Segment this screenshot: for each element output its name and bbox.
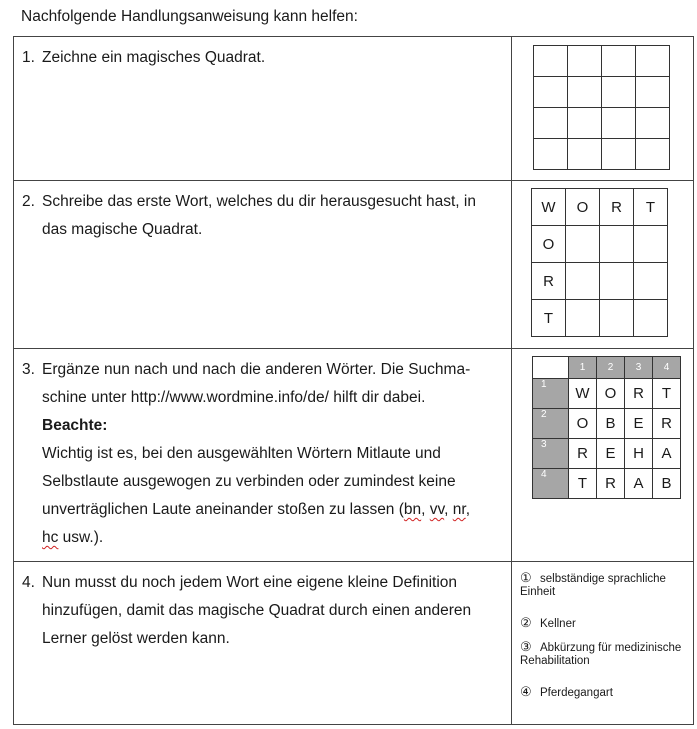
definition-marker: ① xyxy=(520,570,532,585)
step-text-line: Schreibe das erste Wort, welches du dir herausgesucht hast, in xyxy=(42,193,476,210)
grid-cell xyxy=(600,300,634,337)
grid-cell xyxy=(566,300,600,337)
grid-cell: O xyxy=(566,189,600,226)
step-number: 1. xyxy=(22,49,35,66)
grid-cell: B xyxy=(653,469,681,499)
note-text-line: hc usw.). xyxy=(42,529,104,546)
definition-text: selbständige sprachliche Einheit xyxy=(520,573,666,598)
grid-cell: A xyxy=(625,469,653,499)
definition-text: Abkürzung für medizinische Rehabilitation xyxy=(520,642,682,667)
column-header: 2 xyxy=(597,357,625,379)
note-heading: Beachte: xyxy=(42,417,108,434)
grid-cell xyxy=(634,300,668,337)
row-header: 2 xyxy=(533,409,569,439)
step-row-1 xyxy=(14,37,694,181)
step-text-line: das magische Quadrat. xyxy=(42,221,203,238)
note-text-line: Selbstlaute ausgewogen zu verbinden oder zumindest keine xyxy=(42,473,456,490)
column-header: 3 xyxy=(625,357,653,379)
step-number: 3. xyxy=(22,361,35,378)
grid-cell: O xyxy=(597,379,625,409)
step-1 xyxy=(14,37,511,72)
step-text-line: Ergänze nun nach und nach die anderen Wörter. Die Suchma- xyxy=(42,361,471,378)
instruction-table xyxy=(13,36,694,725)
grid-cell: O xyxy=(569,409,597,439)
step-4 xyxy=(14,562,511,653)
note-text-line: unverträglichen Laute aneinander stoßen zu lassen (bn, vv, nr, xyxy=(42,501,471,518)
step-number: 2. xyxy=(22,193,35,210)
step-2 xyxy=(14,181,511,244)
grid-cell: B xyxy=(597,409,625,439)
definition-item xyxy=(520,685,687,700)
grid-cell: T xyxy=(532,300,566,337)
step-3 xyxy=(14,349,511,552)
step-text-line: Nun musst du noch jedem Wort eine eigene kleine Definition xyxy=(42,574,458,591)
column-header: 4 xyxy=(653,357,681,379)
grid-cell xyxy=(566,226,600,263)
definition-text: Kellner xyxy=(540,618,576,630)
word-magic-square xyxy=(531,188,668,337)
step-row-3 xyxy=(14,349,694,562)
empty-magic-square xyxy=(533,45,670,170)
grid-cell: O xyxy=(532,226,566,263)
grid-cell: T xyxy=(653,379,681,409)
definition-item xyxy=(520,616,687,631)
grid-cell xyxy=(600,263,634,300)
step-text: Zeichne ein magisches Quadrat. xyxy=(42,49,266,66)
step-row-4 xyxy=(14,562,694,725)
grid-cell: A xyxy=(653,439,681,469)
example-bn: bn xyxy=(403,501,422,518)
note-text-line: Wichtig ist es, bei den ausgewählten Wörtern Mitlaute und xyxy=(42,445,441,462)
step-number: 4. xyxy=(22,574,35,591)
step-text-line: schine unter http://www.wordmine.info/de/ hilft dir dabei. xyxy=(42,389,426,406)
grid-cell: R xyxy=(600,189,634,226)
definition-item xyxy=(520,640,687,668)
grid-cell: W xyxy=(569,379,597,409)
intro-text: Nachfolgende Handlungsanweisung kann helfen: xyxy=(21,8,358,25)
grid-cell xyxy=(634,226,668,263)
grid-cell xyxy=(634,263,668,300)
column-header: 1 xyxy=(569,357,597,379)
completed-magic-square xyxy=(532,356,681,499)
grid-cell xyxy=(600,226,634,263)
row-header: 3 xyxy=(533,439,569,469)
example-vv: vv xyxy=(429,501,445,518)
definition-marker: ② xyxy=(520,615,532,630)
grid-cell: E xyxy=(597,439,625,469)
definition-text: Pferdegangart xyxy=(540,687,613,699)
grid-cell: T xyxy=(569,469,597,499)
step-row-2 xyxy=(14,181,694,349)
grid-cell: W xyxy=(532,189,566,226)
grid-cell: R xyxy=(597,469,625,499)
grid-cell: R xyxy=(532,263,566,300)
grid-cell: R xyxy=(625,379,653,409)
grid-cell: R xyxy=(569,439,597,469)
grid-cell: E xyxy=(625,409,653,439)
grid-cell: H xyxy=(625,439,653,469)
example-nr: nr xyxy=(452,501,466,518)
definition-item xyxy=(520,571,687,599)
grid-cell: T xyxy=(634,189,668,226)
row-header: 4 xyxy=(533,469,569,499)
row-header: 1 xyxy=(533,379,569,409)
example-hc: hc xyxy=(42,529,59,546)
definition-marker: ④ xyxy=(520,684,532,699)
step-text-line: Lerner gelöst werden kann. xyxy=(42,630,230,647)
definition-marker: ③ xyxy=(520,639,532,654)
definitions-list xyxy=(512,562,693,700)
grid-cell xyxy=(566,263,600,300)
grid-cell: R xyxy=(653,409,681,439)
step-text-line: hinzufügen, damit das magische Quadrat durch einen anderen xyxy=(42,602,472,619)
